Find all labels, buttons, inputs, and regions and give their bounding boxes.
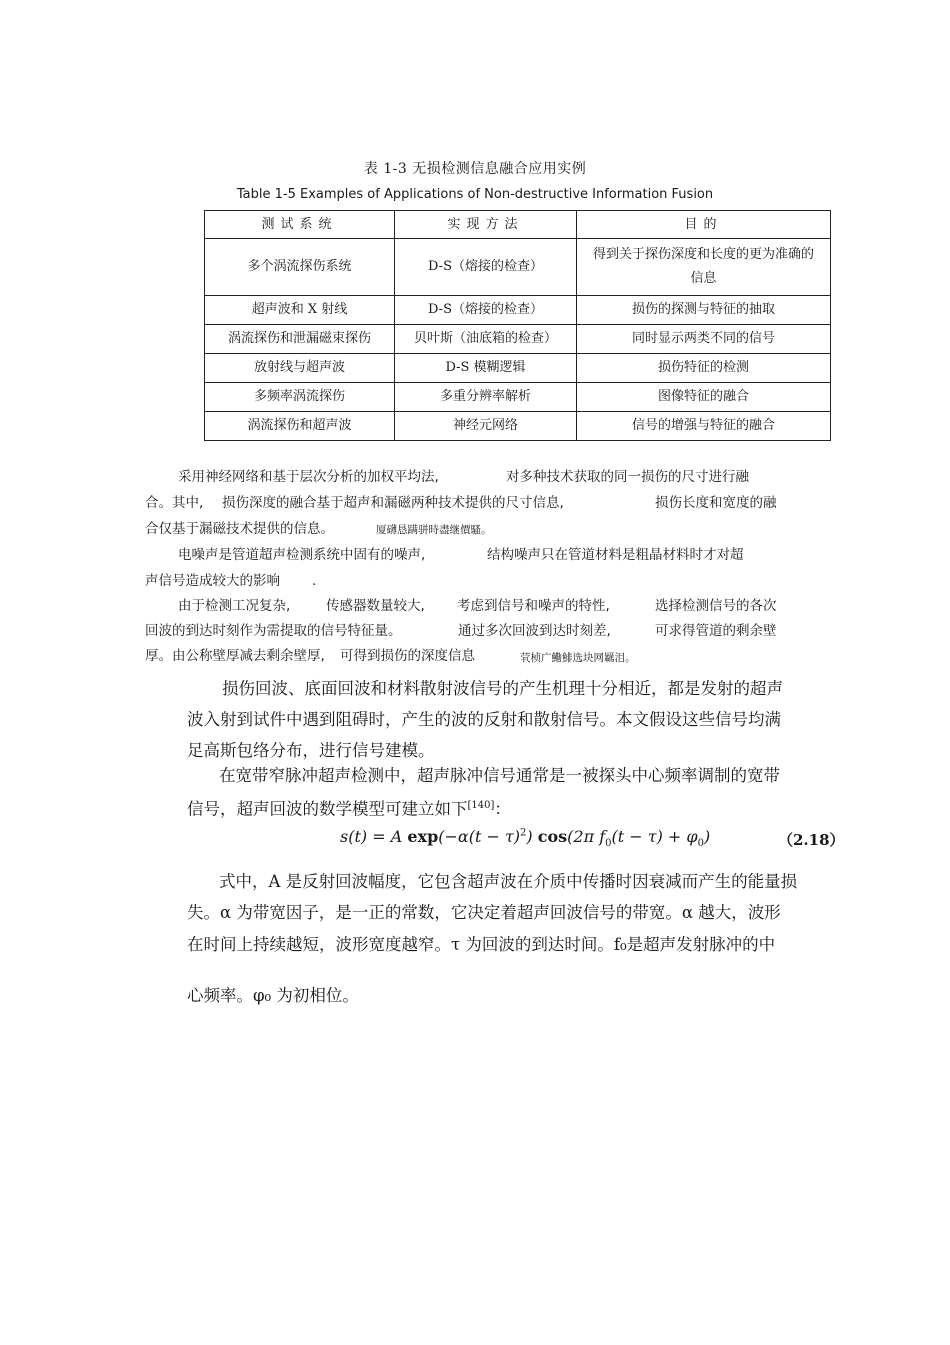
para3-line1c: 考虑到信号和噪声的特性,: [457, 598, 610, 614]
table-cell: 图像特征的融合: [577, 383, 831, 412]
para3-line1b: 传感器数量较大,: [326, 598, 425, 614]
equation-number: （2.18）: [778, 831, 845, 849]
table-cell: 损伤特征的检测: [577, 354, 831, 383]
para2-line1a: 电噪声是管道超声检测系统中固有的噪声,: [178, 547, 426, 563]
table-row: [205, 412, 831, 441]
citation-ref: [140]: [467, 800, 495, 811]
header-test-system: 测试系统: [205, 211, 395, 239]
para3-line1d: 选择检测信号的各次: [655, 598, 777, 614]
para1-line3b: 厦礴恳蹒骈時盡继價騷。: [376, 524, 492, 536]
para4-line2: 波入射到试件中遇到阻碍时，产生的波的反射和散射信号。本文假设这些信号均满: [187, 710, 781, 729]
table-cell: 同时显示两类不同的信号: [577, 325, 831, 354]
table-cell: 神经元网络: [395, 412, 577, 441]
para3-line2a: 回波的到达时刻作为需提取的信号特征量。: [145, 623, 402, 639]
table-row: [205, 383, 831, 412]
para3-line3c: 茕桢广鰳鯡选块网羈泪。: [520, 652, 636, 664]
table-cell: 贝叶斯（油底箱的检查）: [395, 325, 577, 354]
para1-line3a: 合仅基于漏磁技术提供的信息。: [145, 521, 334, 537]
para3-line2c: 可求得管道的剩余壁: [655, 623, 777, 639]
para6-line1: 式中，A 是反射回波幅度，它包含超声波在介质中传播时因衰减而产生的能量损: [219, 872, 798, 891]
para1-line2b: 损伤深度的融合基于超声和漏磁两种技术提供的尺寸信息,: [222, 495, 564, 511]
para5-line1: 在宽带窄脉冲超声检测中，超声脉冲信号通常是一被探头中心频率调制的宽带: [219, 766, 780, 785]
table-cell: 涡流探伤和超声波: [205, 412, 395, 441]
table-caption-en: Table 1-5 Examples of Applications of Non-destructive Information Fusion: [236, 187, 714, 202]
para1-line2c: 损伤长度和宽度的融: [655, 495, 777, 511]
table-row: [205, 354, 831, 383]
para6-line3: 在时间上持续越短，波形宽度越窄。τ 为回波的到达时间。f₀是超声发射脉冲的中: [187, 935, 776, 954]
header-purpose: 目的: [577, 211, 831, 239]
header-method: 实现方法: [395, 211, 577, 239]
table-cell: 多频率涡流探伤: [205, 383, 395, 412]
para5-line2-end: ：: [494, 799, 511, 819]
para6-line4: 心频率。φ₀ 为初相位。: [187, 986, 359, 1005]
para3-line3a: 厚。由公称壁厚减去剩余壁厚,: [145, 648, 325, 664]
table-cell: D-S（熔接的检查）: [395, 239, 577, 296]
table-row: [205, 239, 831, 296]
para1-line1b: 对多种技术获取的同一损伤的尺寸进行融: [506, 469, 749, 485]
para2-line2b: .: [312, 573, 317, 589]
para2-line1b: 结构噪声只在管道材料是粗晶材料时才对超: [487, 547, 744, 563]
para2-line2a: 声信号造成较大的影响: [145, 573, 280, 589]
table-caption-cn: 表 1-3 无损检测信息融合应用实例: [363, 161, 587, 177]
para4-line1: 损伤回波、底面回波和材料散射波信号的产生机理十分相近，都是发射的超声: [222, 679, 783, 698]
fusion-applications-table: [204, 210, 831, 441]
para1-line1a: 采用神经网络和基于层次分析的加权平均法,: [178, 469, 439, 485]
table-cell: 多重分辨率解析: [395, 383, 577, 412]
table-header-row: [205, 211, 831, 239]
table-cell: 超声波和 X 射线: [205, 296, 395, 325]
para3-line2b: 通过多次回波到达时刻差,: [458, 623, 611, 639]
table-cell: 损伤的探测与特征的抽取: [577, 296, 831, 325]
table-cell: 涡流探伤和泄漏磁束探伤: [205, 325, 395, 354]
equation-2-18: s(t) = A $\exp(-\alpha(t - \tau)^2)$ cos(2π $f_0(t - \tau) + \varphi_0$): [340, 827, 711, 850]
para5-line2: [187, 790, 511, 826]
para6-line2: 失。α 为带宽因子，是一正的常数，它决定着超声回波信号的带宽。α 越大，波形: [187, 903, 781, 922]
table-cell: D-S 模糊逻辑: [395, 354, 577, 383]
table-row: [205, 325, 831, 354]
table-cell: 多个涡流探伤系统: [205, 239, 395, 296]
para3-line3b: 可得到损伤的深度信息: [340, 648, 475, 664]
table-cell: 信号的增强与特征的融合: [577, 412, 831, 441]
para1-line2a: 合。其中,: [145, 495, 204, 511]
para5-line2-text: 信号，超声回波的数学模型可建立如下: [187, 799, 468, 819]
table-cell: D-S（熔接的检查）: [395, 296, 577, 325]
table-row: [205, 296, 831, 325]
table-cell: 得到关于探伤深度和长度的更为准确的信息: [577, 239, 831, 296]
para4-line3: 足高斯包络分布，进行信号建模。: [187, 741, 435, 760]
table-cell: 放射线与超声波: [205, 354, 395, 383]
para3-line1a: 由于检测工况复杂,: [178, 598, 291, 614]
